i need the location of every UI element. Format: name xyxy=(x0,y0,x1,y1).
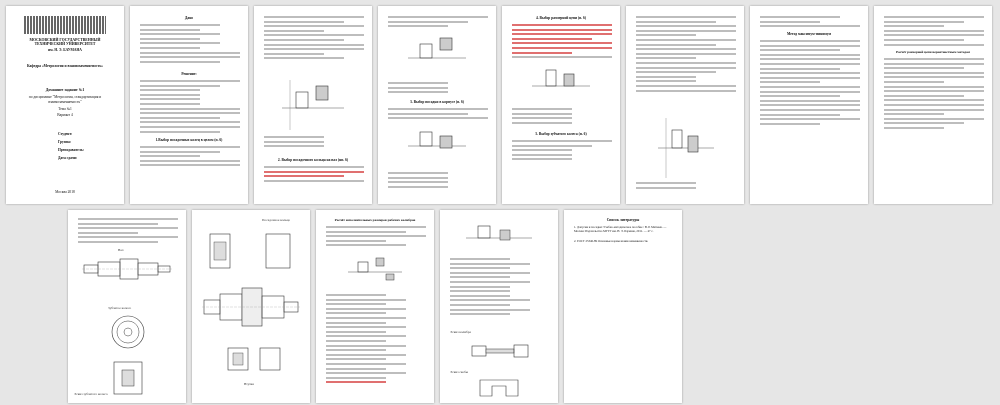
gear-section-drawing xyxy=(108,360,148,396)
section-4-heading: 4. Выбор размерной цепи (п. 6) xyxy=(535,16,587,20)
task-number: Тема №1 xyxy=(58,107,72,111)
given-heading: Дано xyxy=(184,16,194,20)
page-11-lines-top xyxy=(326,226,426,249)
page-thumbnail-7[interactable] xyxy=(750,6,868,204)
page-4-lines-end xyxy=(388,172,488,190)
method-heading: Метод максимум-минимум xyxy=(786,32,832,36)
page-3-lines-bottom xyxy=(264,166,364,184)
solution-lines xyxy=(140,80,240,135)
tolerance-diagram-3 xyxy=(408,124,466,168)
tolerance-diagram-5 xyxy=(658,118,714,178)
reference-2: 2. ГОСТ 25346-89 Основные нормы взаимозаменяемости. xyxy=(574,239,649,243)
university-logo xyxy=(24,16,106,34)
section-5-heading: 5. Выбор зубчатого колеса (п. 6) xyxy=(535,132,587,136)
references-heading: Список литературы xyxy=(606,218,640,222)
page-8-lines-body xyxy=(884,58,984,132)
teacher-label: Преподаватель: xyxy=(58,148,84,152)
bushing-drawing-right xyxy=(258,346,282,372)
page-thumbnail-9[interactable] xyxy=(68,210,186,403)
page-thumbnail-8[interactable] xyxy=(874,6,992,204)
student-label: Студент: xyxy=(58,132,73,136)
gauges-heading: Расчёт исполнительных размеров рабочих калибров xyxy=(334,218,416,222)
bushing-drawing-left xyxy=(226,346,250,372)
gear-drawing xyxy=(108,312,148,352)
gauge-field-diagram xyxy=(466,218,532,254)
date-label: Дата сдачи: xyxy=(58,156,78,160)
section-1-lines xyxy=(140,146,240,169)
page-5-lines-bottom xyxy=(512,140,612,163)
probabilistic-heading: Расчёт размерной цепи вероятностным методом xyxy=(895,50,970,54)
page-7-lines-top xyxy=(760,16,860,30)
work-title: Домашнее задание №1 xyxy=(45,88,85,92)
page-thumbnail-10[interactable] xyxy=(192,210,310,403)
page-5-lines-top xyxy=(512,24,612,61)
given-lines xyxy=(140,24,240,65)
snap-gauge-drawing xyxy=(476,376,522,400)
page-thumbnail-3[interactable] xyxy=(254,6,372,204)
snap-gauge-caption: Эскиз скобы xyxy=(450,370,469,374)
page-4-lines-top xyxy=(388,16,488,30)
bushing-caption: Втулка xyxy=(244,382,255,386)
reference-1: 1. Допуски и посадки: Учебно-методическое пособие / В. Р. Матвеев. — Москва: Издательство МГТУ им. Н. Э. Баумана, 2011. — 47 с. xyxy=(574,225,667,233)
tolerance-diagram-1 xyxy=(282,80,344,130)
bearing-ring-drawing xyxy=(206,226,296,276)
group-label: Группа: xyxy=(58,140,71,144)
section-2-heading: 2. Выбор посадочного кольца на вал (нп. 6) xyxy=(277,158,349,162)
page-thumbnail-13[interactable] xyxy=(564,210,682,403)
shaft-drawing xyxy=(82,254,172,284)
page-thumbnail-2[interactable] xyxy=(130,6,248,204)
page-12-lines xyxy=(450,258,550,318)
shaft-caption: Вал xyxy=(118,248,124,252)
page-8-lines-top xyxy=(884,16,984,48)
page-thumbnail-11[interactable] xyxy=(316,210,434,403)
page-5-lines-mid xyxy=(512,108,612,126)
university-name: МОСКОВСКИЙ ГОСУДАРСТВЕННЫЙ ТЕХНИЧЕСКИЙ УНИВЕРСИТЕТ xyxy=(29,38,101,47)
course-name: по дисциплине "Метрология, стандартизация и взаимозаменяемость" xyxy=(28,95,102,104)
page-6-lines-bottom xyxy=(636,182,736,191)
page-9-lines-top xyxy=(78,218,178,246)
page-3-lines-top xyxy=(264,16,364,62)
variant-number: Вариант 4 xyxy=(57,113,73,117)
gauge-tolerance-diagram xyxy=(348,254,402,286)
plug-gauge-drawing xyxy=(470,340,532,362)
page-3-lines-mid xyxy=(264,136,364,150)
tolerance-diagram-2 xyxy=(408,34,466,78)
page-4-lines-bottom xyxy=(388,108,488,122)
page-thumbnail-6[interactable] xyxy=(626,6,744,204)
gear-caption: Зубчатое колесо xyxy=(108,306,132,310)
department-name: Кафедра «Метрология и взаимозаменяемость» xyxy=(26,64,104,68)
section-3-heading: 3. Выбор посадки в корпусе (п. 6) xyxy=(409,100,464,104)
page-thumbnail-12[interactable] xyxy=(440,210,558,403)
section-1-heading: 1.Выбор посадочных колец в целом (п. 6) xyxy=(155,138,223,142)
page-thumbnail-4[interactable] xyxy=(378,6,496,204)
solution-heading: Решение: xyxy=(181,72,197,76)
assembly-drawing xyxy=(202,282,300,332)
tolerance-diagram-4 xyxy=(532,64,590,104)
city-year: Москва 2018 xyxy=(55,190,75,194)
university-named: им. Н. Э. БАУМАНА xyxy=(48,48,82,52)
page-11-lines-body xyxy=(326,294,426,386)
gear-sketch-caption: Эскиз зубчатого колеса xyxy=(74,392,108,396)
page-thumbnail-1[interactable] xyxy=(6,6,124,204)
page-thumbnail-5[interactable] xyxy=(502,6,620,204)
ring-caption: Посадочное кольцо xyxy=(262,218,291,222)
page-7-lines-body xyxy=(760,40,860,127)
page-6-lines-top xyxy=(636,16,736,94)
page-4-lines-mid xyxy=(388,82,488,96)
gauge-sketch-caption: Эскиз калибра xyxy=(450,330,471,334)
